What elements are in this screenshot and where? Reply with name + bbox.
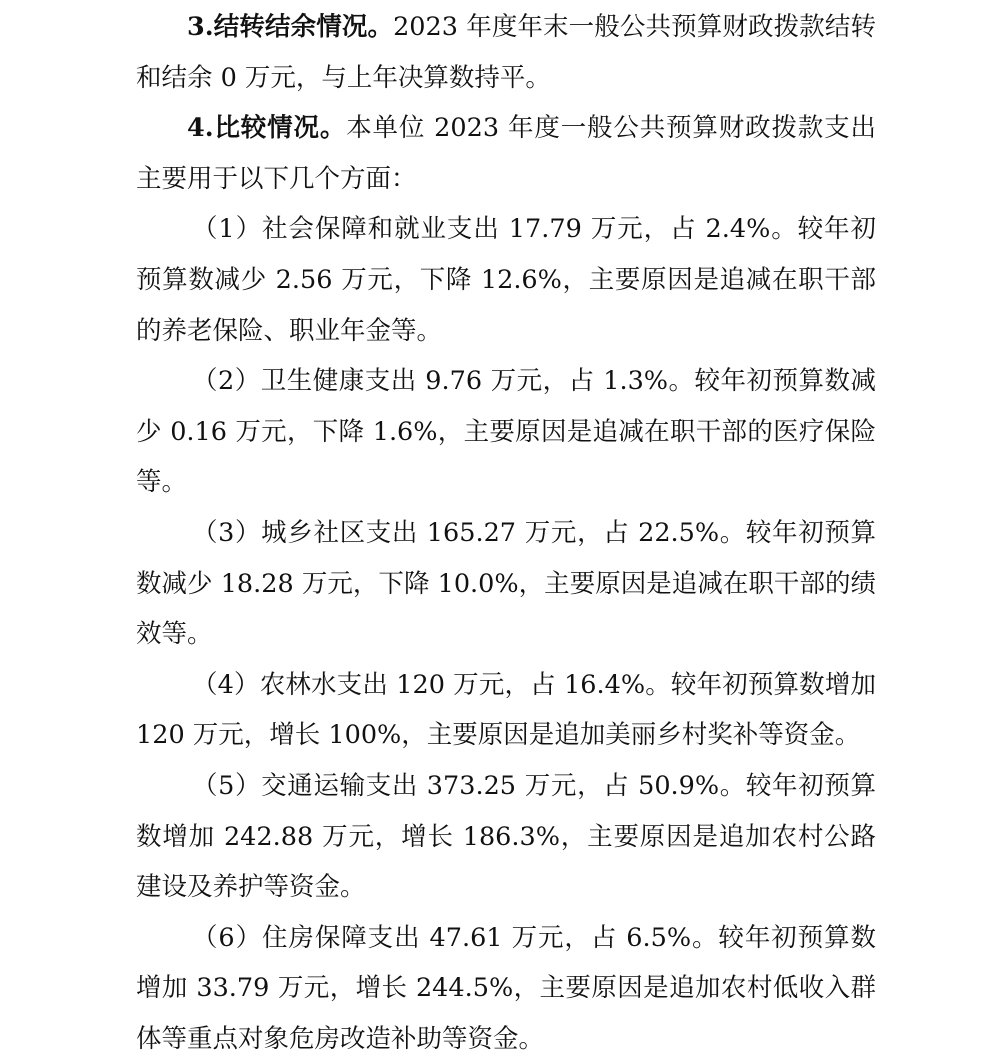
list-item-housing: （6）住房保障支出 47.61 万元，占 6.5%。较年初预算数增加 33.79 万元，增长 244.5%，主要原因是追加农村低收入群体等重点对象危房改造补助等资金。 — [136, 922, 876, 1054]
body-comparison: 本单位 2023 年度一般公共预算财政拨款支出主要用于以下几个方面： — [136, 113, 876, 194]
heading-comparison: 4.比较情况。 — [187, 113, 347, 144]
list-item-urban-rural: （3）城乡社区支出 165.27 万元，占 22.5%。较年初预算数减少 18.28 万元，下降 10.0%，主要原因是追减在职干部的绩效等。 — [136, 517, 876, 650]
document-body — [136, 2, 876, 1064]
heading-carryover-balance: 3.结转结余情况。 — [187, 12, 394, 42]
list-item-health: （2）卫生健康支出 9.76 万元，占 1.3%。较年初预算数减少 0.16 万元，下降 1.6%，主要原因是追减在职干部的医疗保险等。 — [136, 366, 876, 498]
body-carryover-balance: 2023 年度年末一般公共预算财政拨款结转和结余 0 万元，与上年决算数持平。 — [136, 12, 876, 93]
list-item-agriculture: （4）农林水支出 120 万元，占 16.4%。较年初预算数增加 120 万元，增长 100%，主要原因是追加美丽乡村奖补等资金。 — [136, 669, 876, 751]
paragraph-comparison — [136, 103, 876, 204]
paragraph-carryover-balance — [136, 2, 876, 103]
list-item-transportation: （5）交通运输支出 373.25 万元，占 50.9%。较年初预算数增加 242.88 万元，增长 186.3%，主要原因是追加农村公路建设及养护等资金。 — [136, 770, 876, 903]
list-item-social-security: （1）社会保障和就业支出 17.79 万元，占 2.4%。较年初预算数减少 2.56 万元，下降 12.6%，主要原因是追减在职干部的养老保险、职业年金等。 — [136, 214, 876, 346]
